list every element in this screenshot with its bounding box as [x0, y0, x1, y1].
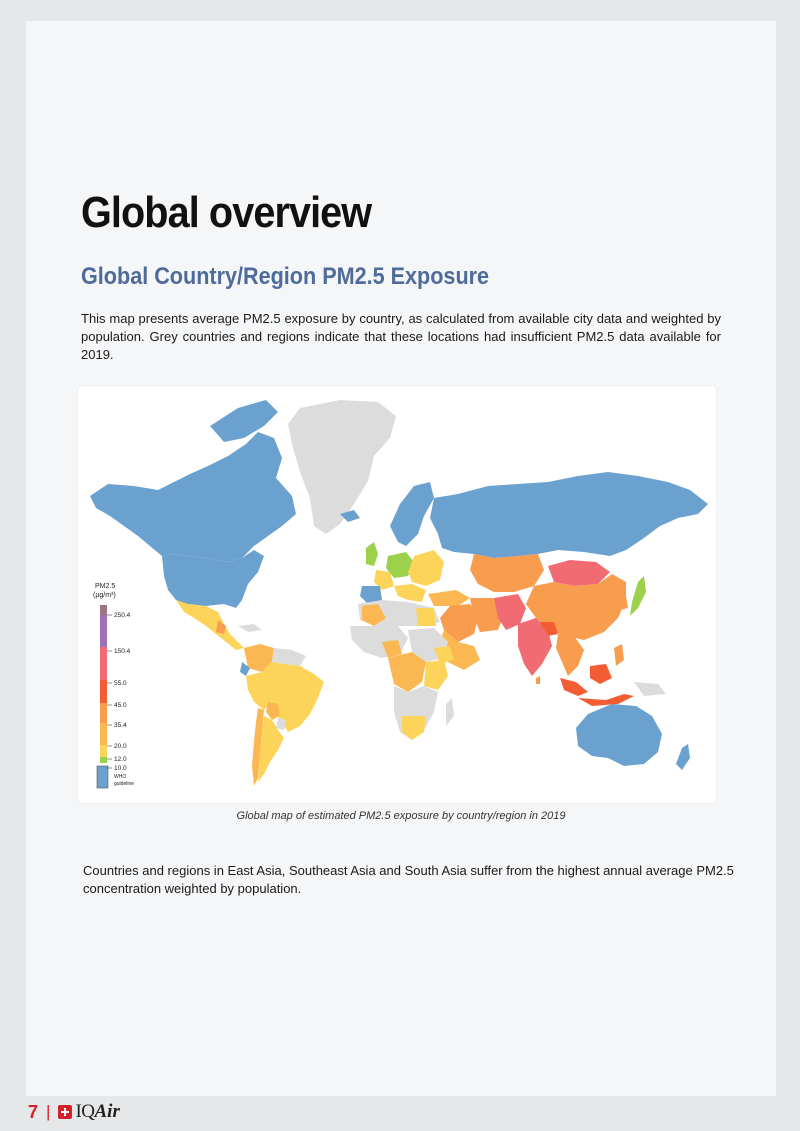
region-italy-balkans	[394, 584, 426, 602]
intro-paragraph: This map presents average PM2.5 exposure by country, as calculated from available city data and weighted by population. Grey countries and regions indicate that these locations had insufficient PM2.5 data available for 2019.	[81, 311, 721, 362]
legend-swatch-moderate	[100, 745, 107, 757]
region-paraguay	[276, 718, 286, 730]
region-turkey	[428, 590, 470, 606]
region-australia	[576, 704, 662, 766]
region-north-america-north	[90, 432, 296, 562]
legend-swatch-good	[100, 757, 107, 763]
legend-swatch-usg	[100, 703, 107, 723]
legend-label-55: 55.0	[114, 680, 127, 687]
page-number: 7	[28, 1101, 39, 1122]
region-east-africa	[424, 660, 448, 690]
section-subtitle: Global Country/Region PM2.5 Exposure	[81, 263, 490, 290]
region-borneo	[590, 664, 612, 684]
map-legend	[93, 583, 134, 788]
region-bolivia	[266, 702, 280, 720]
legend-units: (µg/m³)	[93, 592, 116, 599]
region-new-zealand	[676, 744, 690, 770]
region-south-africa	[402, 716, 426, 740]
legend-swatch-who	[97, 766, 108, 788]
brand-logo-iq: IQ	[75, 1101, 95, 1122]
report-page	[26, 21, 776, 1096]
legend-swatch-very-unhealthy	[100, 615, 107, 647]
legend-swatch-moderate-high	[100, 723, 107, 745]
legend-label-250: 250.4	[114, 612, 131, 619]
legend-swatch-usg-high	[100, 680, 107, 703]
region-egypt	[416, 608, 436, 626]
region-scandinavia	[390, 482, 434, 546]
footer-separator: |	[46, 1102, 51, 1121]
region-madagascar	[446, 698, 454, 726]
region-se-asia-mainland	[556, 634, 584, 676]
map-caption: Global map of estimated PM2.5 exposure by country/region in 2019	[236, 810, 566, 822]
summary-paragraph: Countries and regions in East Asia, Southeast Asia and South Asia suffer from the highest annual average PM2.5 concentration weighted by population.	[83, 863, 734, 896]
region-indonesia-east	[578, 694, 634, 706]
region-mexico	[176, 600, 244, 650]
swiss-flag-icon	[58, 1105, 72, 1119]
legend-swatch-unhealthy	[100, 647, 107, 680]
region-uk	[366, 542, 378, 566]
world-map-card	[78, 386, 716, 803]
region-sri-lanka	[536, 676, 540, 684]
region-russia	[430, 472, 708, 558]
legend-title: PM2.5	[95, 583, 116, 590]
region-philippines	[614, 644, 624, 666]
region-central-asia	[470, 554, 544, 592]
page-title: Global overview	[81, 188, 372, 237]
legend-label-20: 20.0	[114, 743, 127, 750]
legend-label-35: 35.4	[114, 722, 127, 729]
legend-who-label: WHO	[114, 774, 127, 780]
region-japan	[630, 576, 646, 616]
legend-label-150: 150.4	[114, 648, 131, 655]
brand-logo-air: Air	[94, 1101, 120, 1122]
page-footer	[28, 1100, 120, 1124]
world-pm25-map	[78, 386, 716, 803]
legend-label-12: 12.0	[114, 756, 127, 763]
legend-who-label-2: guideline	[114, 781, 135, 787]
region-caribbean	[238, 624, 262, 632]
region-papua	[634, 682, 666, 696]
region-europe-east	[408, 550, 444, 586]
legend-label-10: 10.0	[114, 765, 127, 772]
region-central-africa	[388, 652, 426, 692]
legend-swatch-hazardous	[100, 605, 107, 615]
region-indonesia-west	[560, 678, 588, 696]
legend-label-45: 45.0	[114, 702, 127, 709]
